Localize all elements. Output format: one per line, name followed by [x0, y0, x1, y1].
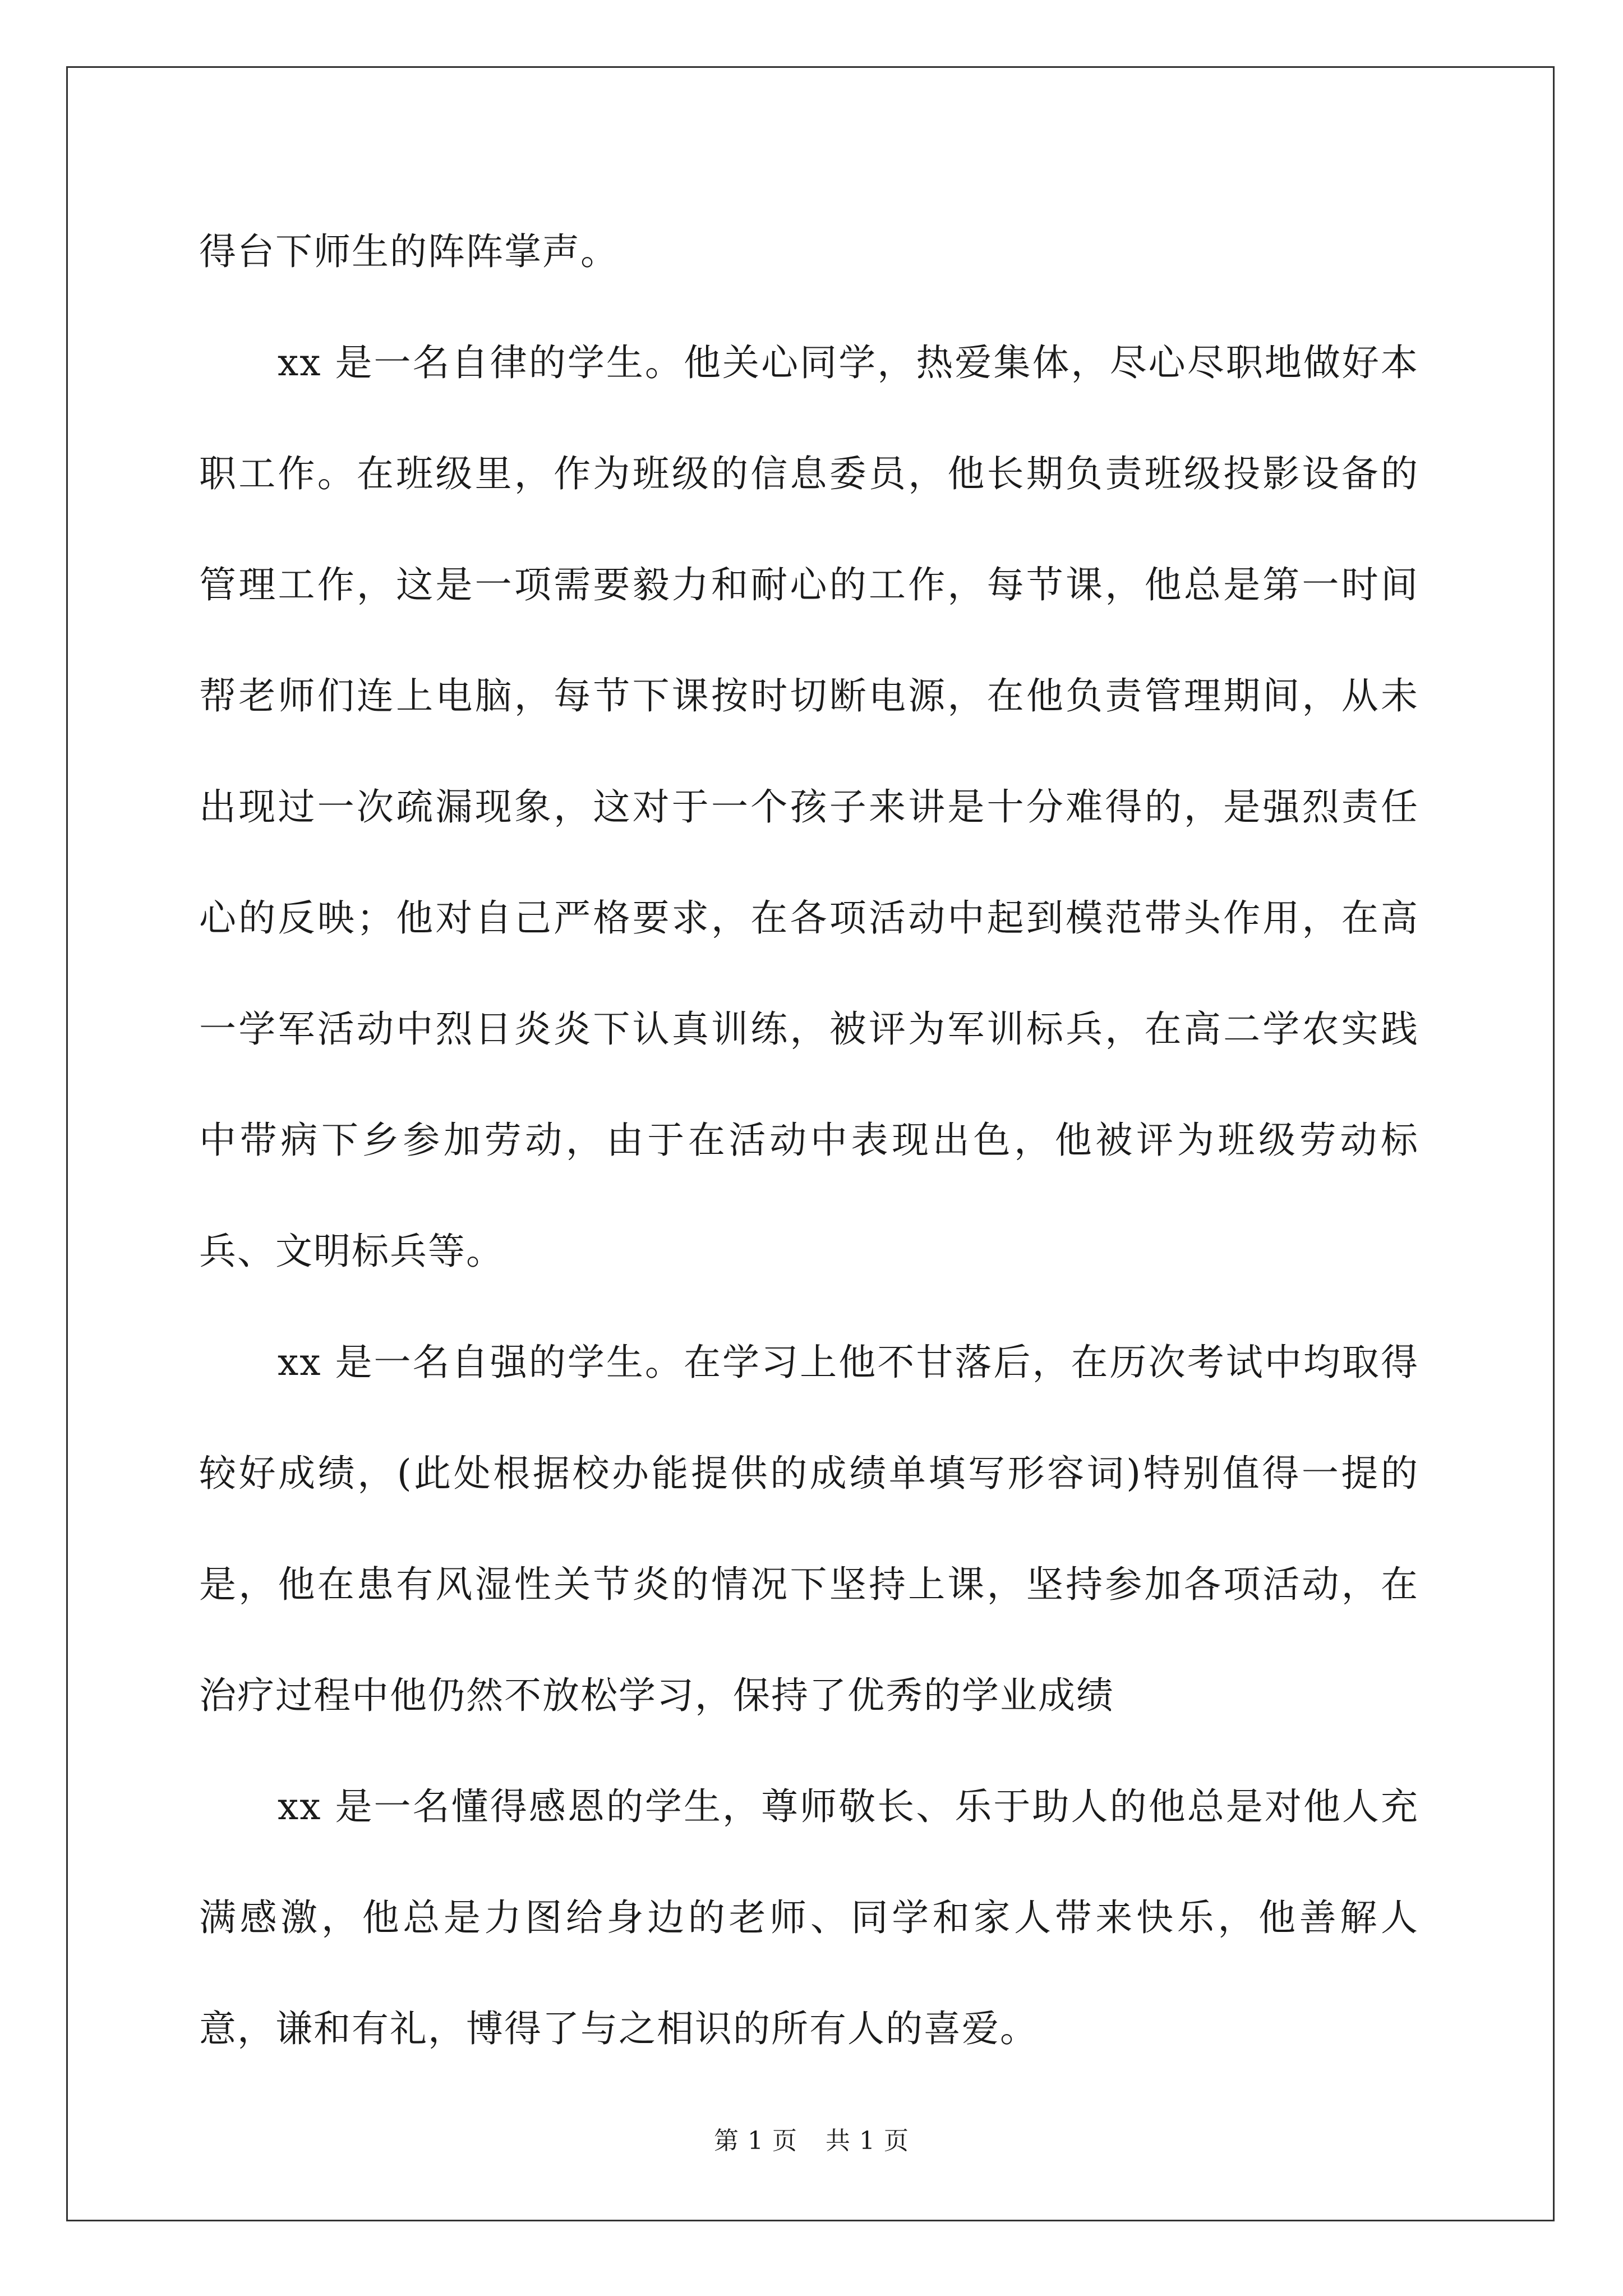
- document-body: [199, 196, 1419, 2085]
- paragraph: xx 是一名懂得感恩的学生，尊师敬长、乐于助人的他总是对他人充满感激，他总是力图给身边的老师、同学和家人带来快乐，他善解人意，谦和有礼，博得了与之相识的所有人的喜爱。: [199, 1785, 1419, 2050]
- paragraph: 得台下师生的阵阵掌声。: [199, 230, 619, 273]
- paragraph: xx 是一名自律的学生。他关心同学，热爱集体，尽心尽职地做好本职工作。在班级里，作为班级的信息委员，他长期负责班级投影设备的管理工作，这是一项需要毅力和耐心的工作，每节课，他总是第一时间帮老师们连上电脑，每节下课按时切断电源，在他负责管理期间，从未出现过一次疏漏现象，这对于一个孩子来讲是十分难得的，是强烈责任心的反映；他对自己严格要求，在各项活动中起到模范带头作用，在高一学军活动中烈日炎炎下认真训练，被评为军训标兵，在高二学农实践中带病下乡参加劳动，由于在活动中表现出色，他被评为班级劳动标兵、文明标兵等。: [199, 341, 1419, 1273]
- paragraph: xx 是一名自强的学生。在学习上他不甘落后，在历次考试中均取得较好成绩，(此处根据校办能提供的成绩单填写形容词)特别值得一提的是，他在患有风湿性关节炎的情况下坚持上课，坚持参加各项活动，在治疗过程中他仍然不放松学习，保持了优秀的学业成绩: [199, 1341, 1419, 1717]
- page-count: 共 1 页: [826, 2127, 909, 2155]
- page-footer: [0, 2120, 1623, 2156]
- page-number: 第 1 页: [714, 2127, 797, 2155]
